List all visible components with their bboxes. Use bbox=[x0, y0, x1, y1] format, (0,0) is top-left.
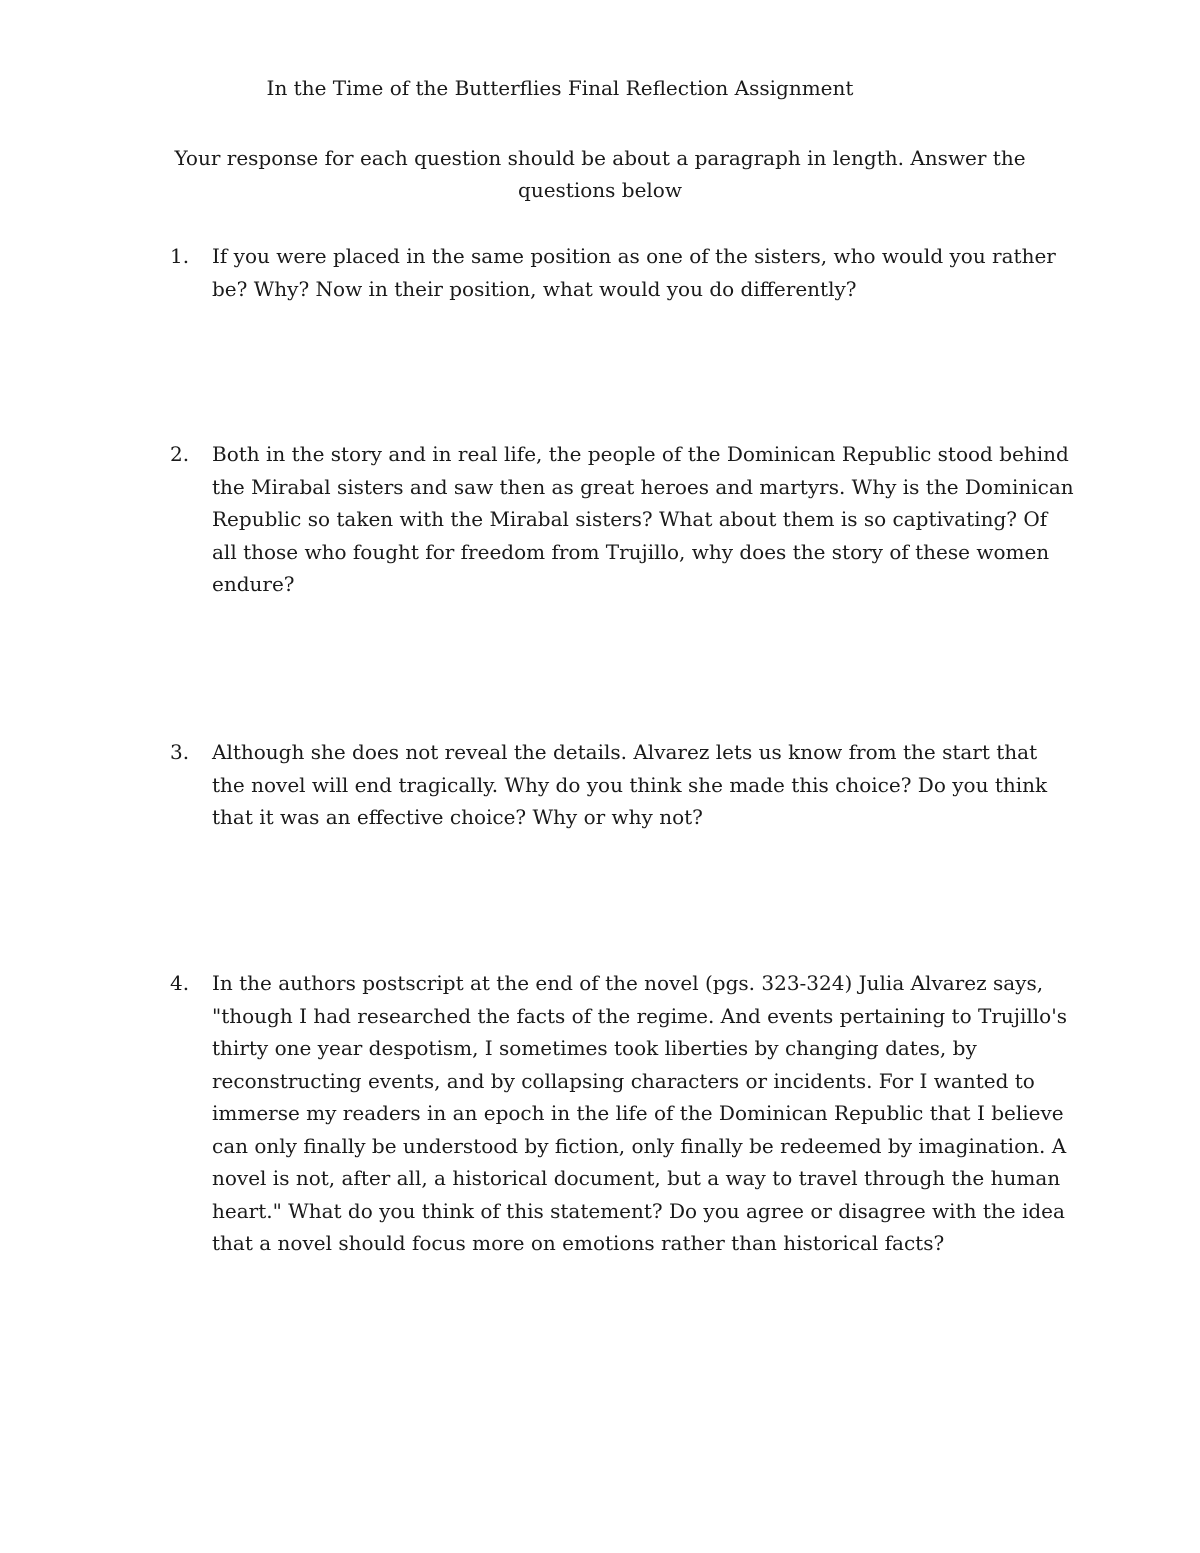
question-text: Although she does not reveal the details. Alvarez lets us know from the start that the novel will end tragically. Why do you think she made this choice? Do you think that it was an effective choice? Why or why not? bbox=[212, 740, 1048, 829]
question-number: 2. bbox=[170, 442, 190, 466]
document-title: In the Time of the Butterflies Final Reflection Assignment bbox=[266, 76, 854, 100]
question-text: If you were placed in the same position as one of the sisters, who would you rather be? Why? Now in their position, what would you do differently? bbox=[212, 244, 1056, 301]
question-number: 3. bbox=[170, 740, 190, 764]
question-text: Both in the story and in real life, the people of the Dominican Republic stood behind the Mirabal sisters and saw then as great heroes and martyrs. Why is the Dominican Republic so taken with the Mirabal sisters? What about them is so captivating? Of all those who fought for freedom from Trujillo, why does the story of these women endure? bbox=[212, 442, 1074, 596]
question-number: 1. bbox=[170, 244, 190, 268]
question-number: 4. bbox=[170, 971, 190, 995]
assignment-instructions: Your response for each question should be about a paragraph in length. Answer the questions below bbox=[174, 146, 1026, 202]
question-text: In the authors postscript at the end of the novel (pgs. 323-324) Julia Alvarez says, "though I had researched the facts of the regime. And events pertaining to Trujillo's thirty one year despotism, I sometimes took liberties by changing dates, by reconstructing events, and by collapsing characters or incidents. For I wanted to immerse my readers in an epoch in the life of the Dominican Republic that I believe can only finally be understood by fiction, only finally be redeemed by imagination. A novel is not, after all, a historical document, but a way to travel through the human heart." What do you think of this statement? Do you agree or disagree with the idea that a novel should focus more on emotions rather than historical facts? bbox=[212, 971, 1067, 1255]
